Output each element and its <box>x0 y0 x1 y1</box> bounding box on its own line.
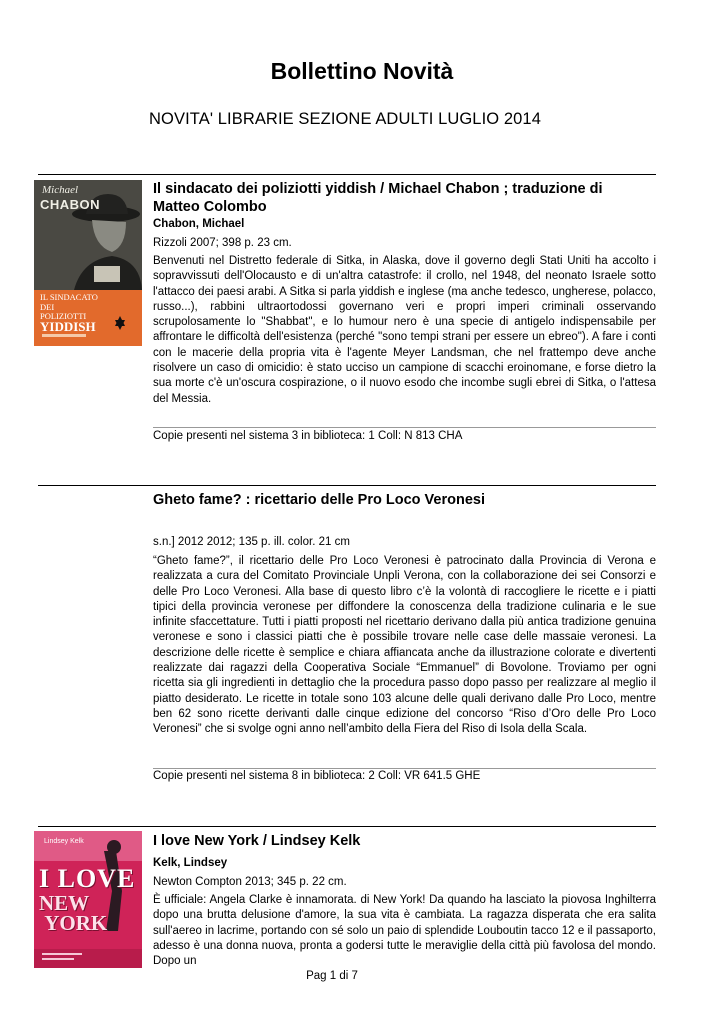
entry-1-author: Chabon, Michael <box>153 218 245 230</box>
entry-2-description: “Gheto fame?”, il ricettario delle Pro Loco Veronesi è patrocinato dalla Provincia di Verona e realizzata a cura del Comitato Provinciale Unpli Verona, con la collaborazione dei sei Consorzi e delle Pro Loco Veronesi. Alla base di questo libro c’è la volontà di raccogliere le ricette e i piatti tipici della provincia veronese per diffondere la conoscenza della tradizione culinaria e le sue infinite sfaccettature. Tutti i piatti proposti nel ricettario derivano dalla più antica tradizione genuina veronese e sono i classici piatti che è possibile trovare nelle case delle massaie veronesi. La descrizione delle ricette è semplice e chiara affiancata anche da illustrazione colorate e divertenti realizzate dai ragazzi della Cooperativa Sociale “Emmanuel” di Bovolone. Troviamo per ogni ricetta sia gli ingredienti in dettaglio che la procedura passo dopo passo per realizzare al meglio il piatto desiderato. Le ricette in totale sono 103 alcune delle quali derivano dalle Pro Loco, mentre ben 62 sono ricette derivanti dalle cinque edizione del concorso “Riso d’Oro delle Pro Loco Veronesi” che si svolge ogni anno nell’ambito della Fiera del Riso di Isola della Scala. <box>153 555 656 736</box>
entry-2-copies-rule <box>153 768 656 769</box>
entry-3-author: Kelk, Lindsey <box>153 857 228 869</box>
entry-1-cover <box>34 180 142 346</box>
entry-3-cover <box>34 831 142 968</box>
entry-2-title: Gheto fame? : ricettario delle Pro Loco Veronesi <box>153 492 485 508</box>
document-title: Bollettino Novità <box>270 58 454 84</box>
cover-title-new-york: NEW YORK <box>39 891 108 935</box>
entry-1-top-rule <box>38 174 656 175</box>
cover-title-label: IL SINDACATO DEI POLIZIOTTI YIDDISH <box>40 292 98 334</box>
entry-3-title: I love New York / Lindsey Kelk <box>153 833 361 849</box>
page-number: Pag 1 di 7 <box>306 970 358 982</box>
entry-1-copies-rule <box>153 427 656 428</box>
entry-1-title: Il sindacato dei poliziotti yiddish / Michael Chabon ; traduzione di Matteo Colombo <box>153 181 603 215</box>
entry-3-top-rule <box>38 826 656 827</box>
cover-author-name: CHABON <box>40 197 101 212</box>
entry-3-publication: Newton Compton 2013; 345 p. 22 cm. <box>153 876 347 888</box>
entry-2-copies: Copie presenti nel sistema 8 in biblioteca: 2 Coll: VR 641.5 GHE <box>153 770 481 782</box>
cover-author-label: Michael <box>42 184 79 196</box>
entry-1-copies: Copie presenti nel sistema 3 in biblioteca: 1 Coll: N 813 CHA <box>153 430 463 442</box>
cover-title-i-love: I LOVE <box>39 864 136 893</box>
document-subtitle: NOVITA' LIBRARIE SEZIONE ADULTI LUGLIO 2014 <box>149 110 541 128</box>
cover-author-label: Lindsey Kelk <box>44 838 84 845</box>
entry-1-publication: Rizzoli 2007; 398 p. 23 cm. <box>153 237 292 249</box>
entry-2-publication: s.n.] 2012 2012; 135 p. ill. color. 21 cm <box>153 536 350 548</box>
entry-2-top-rule <box>38 485 656 486</box>
entry-3-description: È ufficiale: Angela Clarke è innamorata. di New York! Da quando ha lasciato la piovosa Inghilterra dopo una brutta delusione d'amore, la sua vita è cambiata. La ragazza disperata che era salita sull'aereo in lacrime, portando con sé solo un paio di splendide Louboutin tacco 12 e il passaporto, adesso è una donna nuova, pronta a godersi tutte le meraviglie della città più favolosa del mondo. Dopo un <box>153 894 656 968</box>
entry-1-description: Benvenuti nel Distretto federale di Sitka, in Alaska, dove il governo degli Stati Uniti ha accolto i sopravvissuti dell'Olocausto e di un'altra catastrofe: il crollo, nel 1948, del neonato Israele sotto l'attacco dei paesi arabi. A Sitka si parla yiddish e inglese (ma anche tedesco, ungherese, polacco, russo...), rabbini ultraortodossi governano veri e propri imperi criminali osservando scrupolosamente lo "Shabbat", e lo humour nero è una specie di antigelo indispensabile per affrontare le difficoltà dell'esistenza (perché "sono tempi strani per essere un ebreo"). A fare i conti con le macerie della propria vita è l'agente Meyer Landsman, che nel frattempo deve anche risolvere un caso di omicidio: è stato ucciso un campione di scacchi eroinomane, e forse dietro la sua morte c'è un'oscura cospirazione, o il nuovo esodo che incombe sugli ebrei di Sitka, o l'attesa del Messia. <box>153 255 656 405</box>
